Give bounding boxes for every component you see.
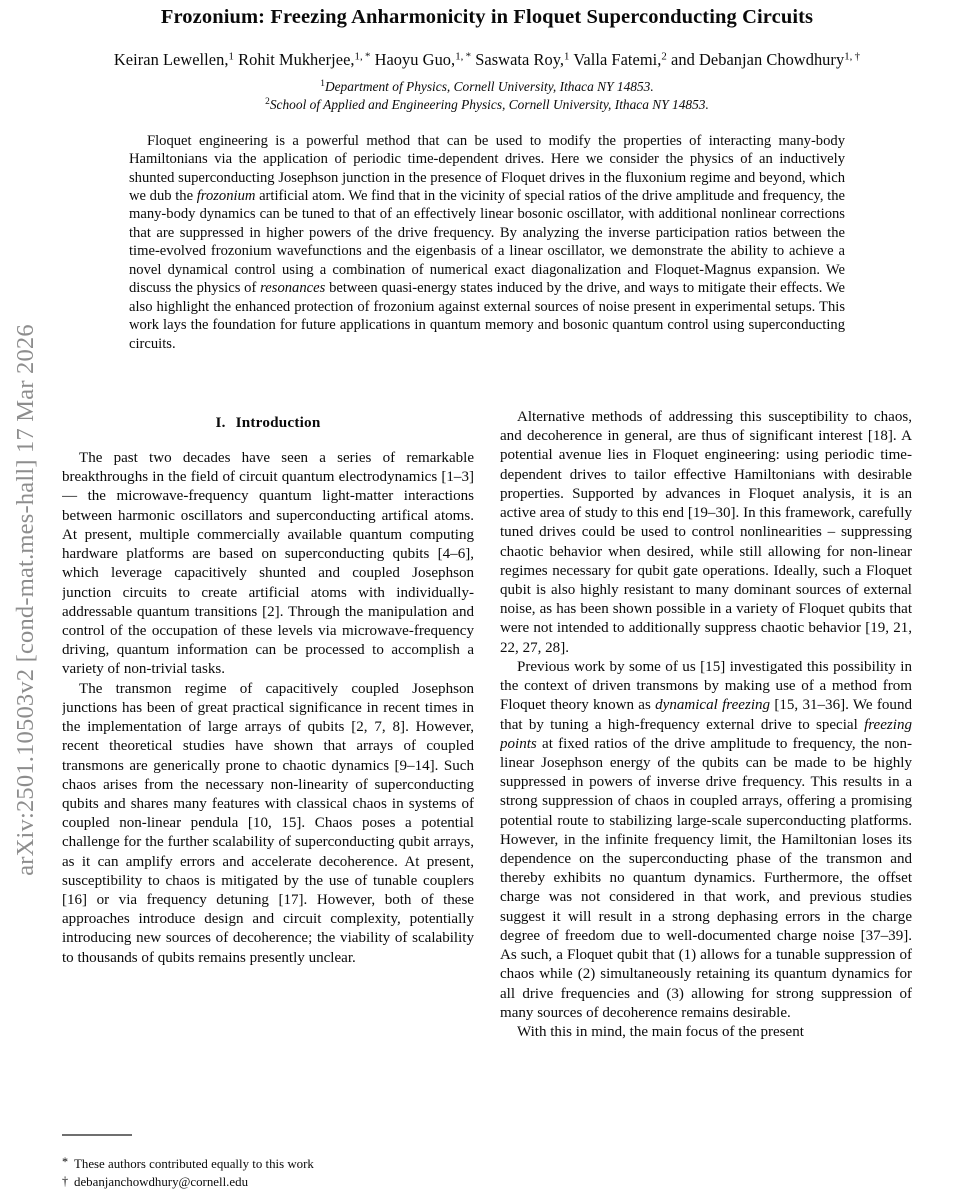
left-column xyxy=(62,408,474,1200)
section-number: I. xyxy=(215,414,226,431)
footnote-marker-asterisk: * xyxy=(62,1154,69,1169)
author-list: Keiran Lewellen,$^1$ Rohit Mukherjee,$^{1, *}$ Haoyu Guo,$^{1, *}$ Saswata Roy,$^1$ Valla Fatemi,$^2$ and Debanjan Chowdhury$^{1, \dagger}$ xyxy=(113,49,861,69)
paper-page xyxy=(62,0,912,1200)
title-block xyxy=(62,0,912,114)
page-title: Frozonium: Freezing Anharmonicity in Floquet Superconducting Circuits xyxy=(160,6,814,28)
abstract-paragraph: Floquet engineering is a powerful method that can be used to modify the properties of interacting many-body Hamiltonians via the application of periodic time-dependent drives. Here we consider the physics of an inductively shunted superconducting Josephson junction in the presence of Floquet drives in the fluxonium regime and beyond, which we dub the frozonium artificial atom. We find that in the vicinity of special ratios of the drive amplitude and frequency, the many-body dynamics can be tuned to that of an effectively linear bosonic oscillator, with additional nonlinear corrections that are suppressed in higher powers of the drive frequency. By analyzing the inverse participation ratios between the time-evolved frozonium wavefunctions and the eigenbasis of a linear oscillator, we demonstrate the ability to achieve a novel dynamical control using a combination of numerical exact diagonalization and Floquet-Magnus expansion. We discuss the physics of resonances between quasi-energy states induced by the drive, and ways to mitigate their effects. We also highlight the enhanced protection of frozonium against external sources of noise present in experimental setups. This work lays the foundation for future applications in quantum memory and bosonic quantum control using superconducting circuits. xyxy=(129,132,845,352)
section-heading-introduction xyxy=(62,414,474,432)
footnote-block xyxy=(62,1134,474,1192)
body-paragraph: With this in mind, the main focus of the present xyxy=(517,1024,804,1040)
affiliation-marker: 2 xyxy=(265,97,270,108)
affiliation-marker: 1 xyxy=(320,79,325,90)
footnote-text: These authors contributed equally to this work xyxy=(74,1156,314,1171)
arxiv-identifier-text: arXiv:2501.10503v2 [cond-mat.mes-hall] 17 Mar 2026 xyxy=(12,324,39,876)
body-paragraph: The transmon regime of capacitively coupled Josephson junctions has been of great practical significance in recent times in the implementation of large arrays of qubits [2, 7, 8]. However, recent theoretical studies have shown that arrays of coupled transmons are generically prone to chaotic dynamics [9–14]. Such chaos arises from the necessary non-linearity of superconducting qubits and shares many features with classical chaos in systems of coupled non-linear pendula [10, 15]. Chaos poses a potential challenge for the further scalability of superconducting qubit arrays, as it can amplify errors and accelerate decoherence. At present, susceptibility to chaos is mitigated by the use of tunable couplers [16] or via frequency detuning [17]. However, both of these approaches introduce design and circuit complexity, potentially introducing new sources of decoherence; the viability of scalability to thousands of qubits remains presently unclear. xyxy=(62,680,474,966)
affiliation-item xyxy=(62,78,912,96)
footnote-separator-rule xyxy=(62,1134,132,1136)
affiliation-text: Department of Physics, Cornell University, Ithaca NY 14853. xyxy=(324,79,654,95)
affiliation-list xyxy=(62,78,912,113)
footnote-email-link[interactable]: debanjanchowdhury@cornell.edu xyxy=(74,1175,249,1190)
body-paragraph: Alternative methods of addressing this susceptibility to chaos, and decoherence in general, are thus of significant interest [18]. A potential avenue lies in Floquet engineering: using periodic time-dependent drives to tailor effective Hamiltonians with desirable properties. Supported by advances in Floquet analysis, it is an active area of study to this end [19–30]. In this framework, carefully tuned drives could be used to control nonlinearities – suppressing chaotic behavior when desired, while still allowing for non-linear regimes necessary for qubit gate operations. Ideally, such a Floquet qubit is also highly resistant to many dominant sources of external noise, as has been shown possible in a variety of Floquet qubits that were not intended to additionally suppress chaotic behavior [19, 21, 22, 27, 28]. xyxy=(500,409,912,656)
body-paragraph: The past two decades have seen a series of remarkable breakthroughs in the field of circuit quantum electrodynamics [1–3] — the microwave-frequency quantum light-matter interactions between harmonic oscillators and superconducting artifical atoms. At present, multiple commercially available quantum computing hardware platforms are based on superconducting qubits [4–6], which leverage capacitively shunted and coupled Josephson junction circuits to create artificial atoms with individually-addressable quantum transitions [2]. Through the manipulation and control of the occupation of these levels via microwave-frequency driving, quantum information can be processed to accomplish a variety of non-trivial tasks. xyxy=(62,450,474,678)
footnote-item xyxy=(62,1173,474,1192)
footnote-marker-dagger: † xyxy=(62,1174,69,1189)
footnote-item xyxy=(62,1155,474,1174)
right-column xyxy=(500,408,912,1200)
body-columns xyxy=(62,408,912,1200)
abstract xyxy=(129,132,845,353)
affiliation-text: School of Applied and Engineering Physics, Cornell University, Ithaca NY 14853. xyxy=(269,96,709,112)
arxiv-identifier-stamp xyxy=(0,0,52,1200)
affiliation-item xyxy=(62,96,912,114)
section-title: Introduction xyxy=(235,414,321,431)
body-paragraph: Previous work by some of us [15] investigated this possibility in the context of driven transmons by making use of a method from Floquet theory known as dynamical freezing [15, 31–36]. We found that by tuning a high-frequency external drive to special freezing points at fixed ratios of the drive amplitude to frequency, the non-linear Josephson energy of the qubits can be made to be highly suppressed in powers of inverse drive frequency. This results in a strong suppression of chaos in coupled arrays, offering a promising potential route to stabilizing large-scale superconducting platforms. However, in the infinite frequency limit, the Hamiltonian loses its dependence on the superconducting phase of the transmon and thereby exhibits no quantum dynamics. Furthermore, the offset charge was not considered in that work, and previous studies suggest it will result in a strong dephasing errors in the charge degree of freedom due to well-documented charge noise [37–39]. As such, a Floquet qubit that (1) allows for a tunable suppression of chaos while (2) simultaneously retaining its quantum dynamics for all drive frequencies and (3) allowing for strong suppression of many sources of decoherence remains desirable. xyxy=(500,658,912,1021)
